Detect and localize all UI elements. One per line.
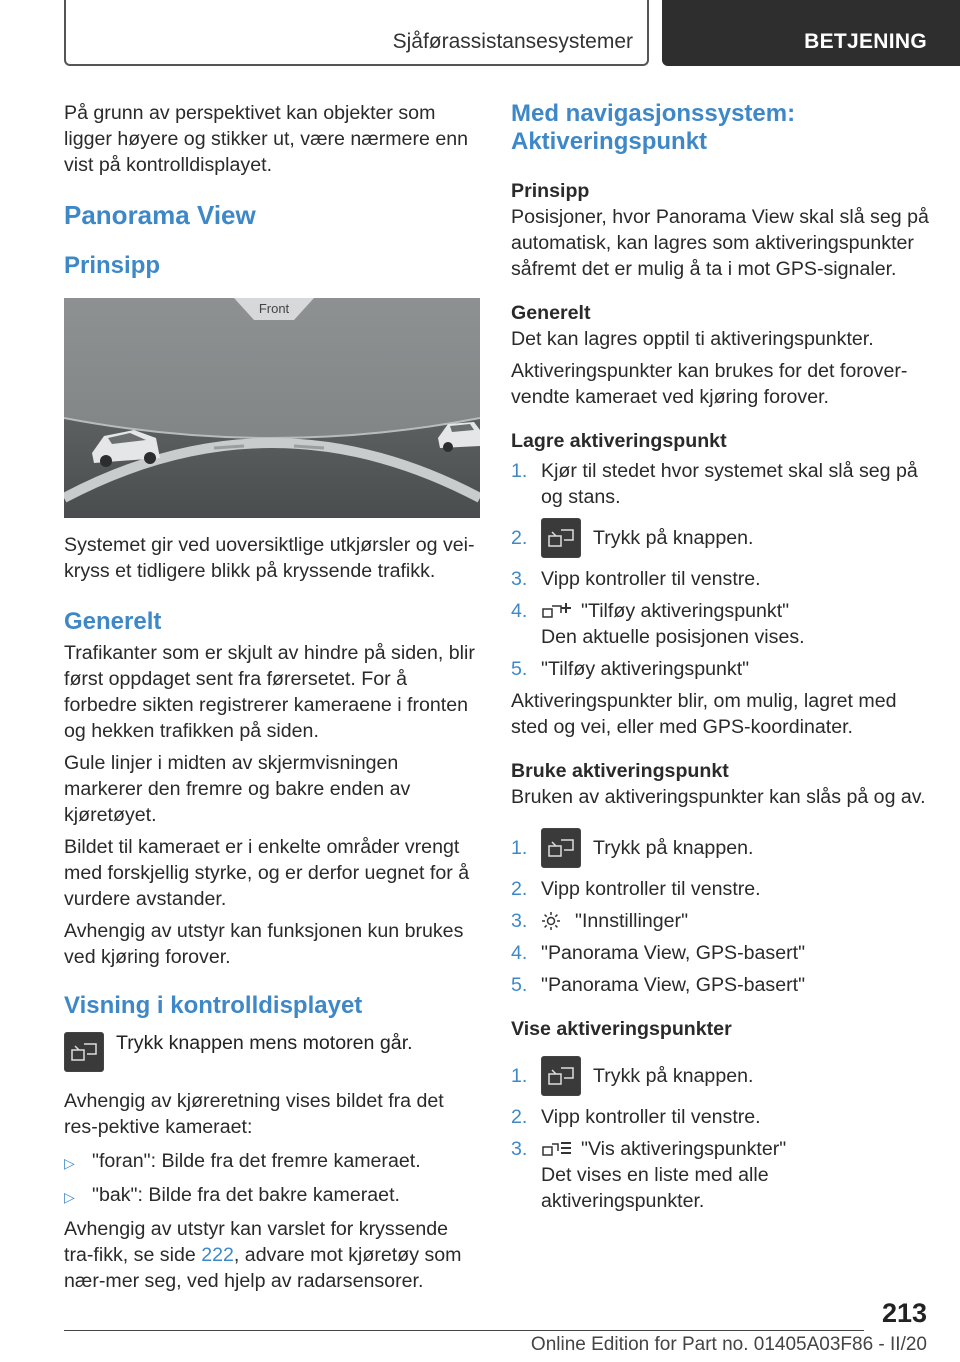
triangle-bullet-icon: ▷ xyxy=(64,1155,75,1171)
lagre-step-1 xyxy=(511,458,931,484)
bruke-step-2 xyxy=(511,876,931,902)
step-continuation: og stans. xyxy=(541,486,621,508)
camera-front-label: Front xyxy=(258,301,290,316)
step-text: Trykk på knappen. xyxy=(593,837,754,859)
bullet-text: "bak": Bilde fra det bakre kameraet. xyxy=(92,1184,400,1206)
step-number: 3. xyxy=(511,1138,528,1160)
footer-divider xyxy=(64,1330,864,1331)
heading-generelt: Generelt xyxy=(64,608,162,635)
section-title: Sjåførassistansesystemer xyxy=(392,30,633,53)
section-tab xyxy=(64,0,649,66)
last-paragraph-part-b: , advare mot kjøretøy som nær-mer seg, ved hjelp av radarsensorer. xyxy=(64,1244,462,1292)
visning-button-text: Trykk knappen mens motoren går. xyxy=(116,1032,413,1054)
r-prinsipp-paragraph: Posisjoner, hvor Panorama View skal slå seg på automatisk, kan lagres som aktiveringspunkter såfremt det er mulig å ta i mot GPS-signaler. xyxy=(511,206,929,280)
generelt-paragraph-2: Gule linjer i midten av skjermvisningen markerer den fremre og bakre enden av kjøretøyet. xyxy=(64,752,411,826)
step-text: "Panorama View, GPS-basert" xyxy=(541,942,806,964)
step-number: 3. xyxy=(511,568,528,590)
step-text: Trykk på knappen. xyxy=(593,1065,754,1087)
bruke-paragraph: Bruken av aktiveringspunkter kan slås på og av. xyxy=(511,786,926,808)
sub-lagre: Lagre aktiveringspunkt xyxy=(511,430,727,452)
camera-button-icon xyxy=(541,1056,581,1096)
left-column xyxy=(64,100,482,1300)
step-number: 2. xyxy=(511,878,528,900)
page-header xyxy=(0,0,960,66)
right-column xyxy=(511,100,931,1214)
bullet-text: "foran": Bilde fra det fremre kameraet. xyxy=(92,1150,421,1172)
camera-view-image xyxy=(64,298,480,518)
bruke-step-4 xyxy=(511,940,931,966)
step-text: "Panorama View, GPS-basert" xyxy=(541,974,806,996)
vise-step-1 xyxy=(511,1056,931,1096)
sub-bruke: Bruke aktiveringspunkt xyxy=(511,760,729,782)
last-paragraph xyxy=(64,1216,482,1294)
visning-button-row xyxy=(64,1030,482,1072)
step-text: Vipp kontroller til venstre. xyxy=(541,878,761,900)
footer-edition: Online Edition for Part no. 01405A03F86 - II/20 xyxy=(530,1334,927,1355)
page-reference-link[interactable]: 222 xyxy=(201,1244,234,1266)
lagre-step-5 xyxy=(511,656,931,682)
sub-generelt: Generelt xyxy=(511,302,591,324)
last-paragraph-part-a: Avhengig av utstyr kan varslet for kryssende tra-fikk, se side xyxy=(64,1218,449,1266)
chapter-title: BETJENING xyxy=(804,30,927,53)
camera-button-icon xyxy=(64,1032,104,1072)
step-text: "Innstillinger" xyxy=(575,910,689,932)
lagre-after-paragraph: Aktiveringspunkter blir, om mulig, lagret med sted og vei, eller med GPS-koordinater. xyxy=(511,690,897,738)
step-number: 2. xyxy=(511,1106,528,1128)
intro-paragraph: På grunn av perspektivet kan objekter som ligger høyere og stikker ut, være nærmere enn vist på kontrolldisplayet. xyxy=(64,102,469,176)
visning-paragraph: Avhengig av kjøreretning vises bildet fra det res-pektive kameraet: xyxy=(64,1090,444,1138)
camera-button-icon xyxy=(541,518,581,558)
heading-panorama-view: Panorama View xyxy=(64,200,256,230)
step-number: 5. xyxy=(511,974,528,996)
bruke-step-3 xyxy=(511,908,931,934)
step-text: Kjør til stedet hvor systemet skal slå seg på xyxy=(541,460,918,482)
step-text: "Tilføy aktiveringspunkt" xyxy=(581,600,790,622)
step-text: Vipp kontroller til venstre. xyxy=(541,568,761,590)
step-number: 1. xyxy=(511,837,528,859)
settings-gear-icon xyxy=(541,911,565,931)
lagre-step-3 xyxy=(511,566,931,592)
page-number: 213 xyxy=(881,1298,927,1328)
lagre-step-2 xyxy=(511,518,931,558)
step-number: 3. xyxy=(511,910,528,932)
generelt-paragraph-1: Trafikanter som er skjult av hindre på siden, blir først oppdaget sent fra førersetet. For å forbedre sikten registrerer kameraene i fronten og hekken trafikken på siden. xyxy=(64,642,475,742)
triangle-bullet-icon: ▷ xyxy=(64,1189,75,1205)
camera-scene xyxy=(64,298,480,518)
step-number: 2. xyxy=(511,527,528,549)
add-point-icon xyxy=(541,601,571,621)
bullet-item xyxy=(64,1182,482,1210)
sub-vise: Vise aktiveringspunkter xyxy=(511,1018,732,1040)
heading-visning: Visning i kontrolldisplayet xyxy=(64,992,363,1019)
list-icon xyxy=(541,1139,571,1159)
r-generelt-paragraph-1: Det kan lagres opptil ti aktiveringspunkter. xyxy=(511,328,874,350)
step-number: 1. xyxy=(511,1065,528,1087)
lagre-step-4 xyxy=(511,598,931,624)
camera-button-icon xyxy=(541,828,581,868)
chapter-tab xyxy=(662,0,960,66)
step-continuation: Den aktuelle posisjonen vises. xyxy=(541,626,805,648)
heading-prinsipp: Prinsipp xyxy=(64,252,161,279)
heading-aktiveringspunkt: Med navigasjonssystem: Aktiveringspunkt xyxy=(511,100,796,155)
step-text: Trykk på knappen. xyxy=(593,527,754,549)
bruke-step-5 xyxy=(511,972,931,998)
step-number: 5. xyxy=(511,658,528,680)
generelt-paragraph-4: Avhengig av utstyr kan funksjonen kun brukes ved kjøring forover. xyxy=(64,920,464,968)
step-text: "Vis aktiveringspunkter" xyxy=(581,1138,787,1160)
step-number: 1. xyxy=(511,460,528,482)
step-number: 4. xyxy=(511,600,528,622)
prinsipp-paragraph: Systemet gir ved uoversiktlige utkjørsler og vei-kryss et tidligere blikk på kryssende trafikk. xyxy=(64,534,475,582)
vise-step-3 xyxy=(511,1136,931,1162)
step-text: "Tilføy aktiveringspunkt" xyxy=(541,658,750,680)
bullet-item xyxy=(64,1148,482,1176)
bruke-step-1 xyxy=(511,828,931,868)
step-text: Vipp kontroller til venstre. xyxy=(541,1106,761,1128)
vise-step-2 xyxy=(511,1104,931,1130)
r-generelt-paragraph-2: Aktiveringspunkter kan brukes for det forover-vendte kameraet ved kjøring forover. xyxy=(511,360,908,408)
sub-prinsipp: Prinsipp xyxy=(511,180,590,202)
generelt-paragraph-3: Bildet til kameraet er i enkelte områder vrengt med forskjellig styrke, og er derfor uegnet for å vurdere avstander. xyxy=(64,836,470,910)
step-number: 4. xyxy=(511,942,528,964)
step-continuation: Det vises en liste med alle aktiveringspunkter. xyxy=(541,1164,769,1212)
